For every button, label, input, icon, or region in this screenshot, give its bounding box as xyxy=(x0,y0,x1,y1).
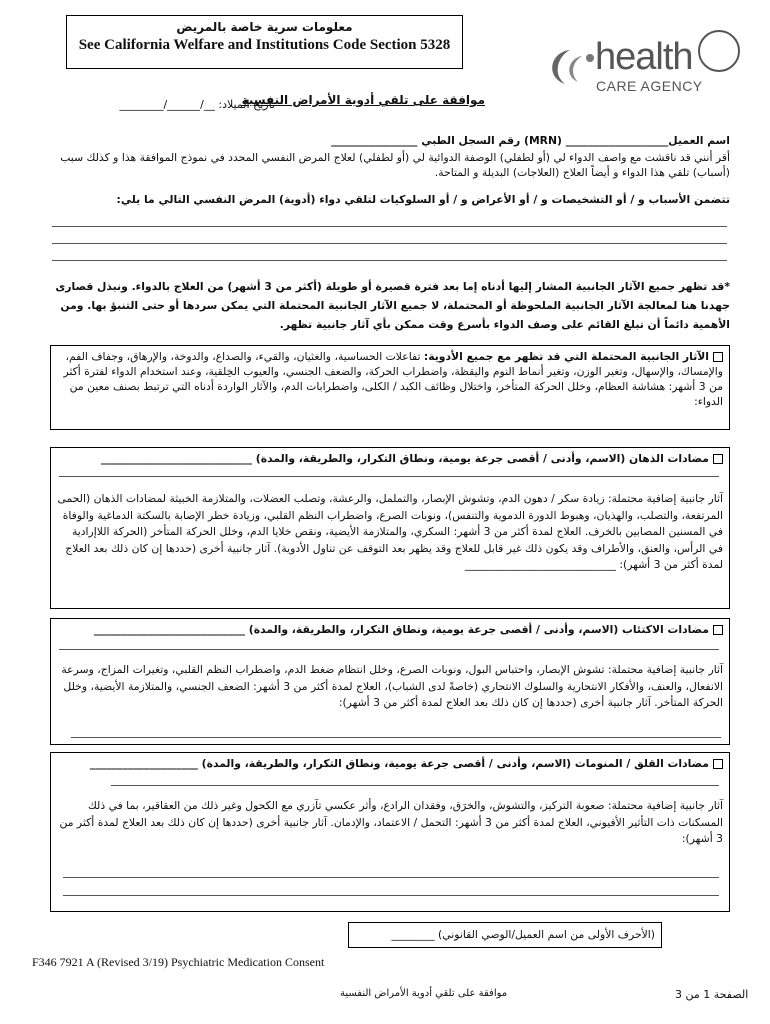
antipsychotics-text: آثار جانبية إضافية محتملة: زيادة سكر / دهون الدم، وتشوش الإبصار، والتململ، والرعشة، وتصلب العضلات، والمتلازمة الخبيثة لمضادات الذهان (الحمى المرتفعة، والتصلب، والهذيان، وهبوط الدورة الدموية والتنفس)، ونوبات الصرع، واضطراب النظم القلبي، وزيادة خطر الإصابة بالسكتة الدماغية والوفاة في المسنين المصابين بالخرف. العلاج لمدة أكثر من 3 أشهر: السكري، والمتلازمة الأيضية، ونقص خلايا الدم، وخلل الحركة المتأخر (الحركة اللاإرادية في الرأس، والعنق، والأطراف وقد يكون ذلك غير قابل للعلاج وقد يظهر بعد التوقف عن تناول الأدوية). آثار جانبية أخرى (حددها إن كان ذلك بعد العلاج لمدة أكثر من 3 أشهر): ____________________________ xyxy=(57,492,723,571)
confidentiality-box xyxy=(66,15,463,69)
health-care-agency-logo xyxy=(540,30,730,95)
client-name-mrn-field[interactable]: اسم العميل___________________ (MRN) رقم السجل الطبي ________________ xyxy=(331,134,730,147)
antidepressants-checkbox[interactable] xyxy=(713,625,723,635)
antidepressants-other-line[interactable] xyxy=(71,737,721,738)
anxiolytics-section xyxy=(50,752,730,912)
side-effects-warning: *قد تظهر جميع الآثار الجانبية المشار إليها أدناه إما بعد فترة قصيرة أو طويلة (أكثر من 3 أشهر) من العلاج بالدواء. ونبذل قصارى جهدنا هنا لمعالجة الآثار الجانبية الملحوظة أو المحتملة، لا جميع الآثار الجانبية المحتملة التي يمكن سردها أو حتى التنبؤ بها. ومن الأهمية دائماً أن تبلغ القائم على وصف الدواء بأسرع وقت ممكن بأي آثار جانبية تظهر. xyxy=(55,280,730,331)
footer-title: موافقة على تلقي أدوية الأمراض النفسية xyxy=(340,988,508,999)
reasons-label: تتضمن الأسباب و / أو التشخيصات و / أو الأعراض و / أو السلوكيات لتلقي دواء (أدوية) المرض النفسي التالي ما يلي: xyxy=(116,193,730,206)
page-number: الصفحة 1 من 3 xyxy=(675,988,749,1001)
reasons-line-3[interactable] xyxy=(52,260,727,261)
logo-word-care-agency: CARE AGENCY xyxy=(596,78,703,94)
confidential-english: See California Welfare and Institutions Code Section 5328 xyxy=(78,37,451,53)
reasons-line-1[interactable] xyxy=(52,226,727,227)
antipsychotics-line[interactable] xyxy=(59,476,719,477)
anxiolytics-heading: مضادات القلق / المنومات (الاسم، وأدنى / أقصى جرعة يومية، ونطاق التكرار، والطريقة، والمدة) ____________________ xyxy=(89,757,709,770)
reasons-line-2[interactable] xyxy=(52,243,727,244)
initials-field[interactable]: (الأحرف الأولى من اسم العميل/الوصي القانوني) ________ xyxy=(348,922,662,948)
antidepressants-section xyxy=(50,618,730,745)
antipsychotics-checkbox[interactable] xyxy=(713,454,723,464)
general-checkbox[interactable] xyxy=(713,352,723,362)
antidepressants-heading: مضادات الاكتئاب (الاسم، وأدنى / أقصى جرعة يومية، ونطاق التكرار، والطريقة، والمدة) ____________________________ xyxy=(93,623,709,636)
anxiolytics-other-line-1[interactable] xyxy=(63,877,719,878)
antipsychotics-section xyxy=(50,447,730,609)
logo-swoosh-icon xyxy=(540,42,600,92)
consent-intro-text: أقر أنني قد ناقشت مع واصف الدواء لي (أو لطفلي) الوصفة الدوائية لي (أو لطفلي) لعلاج المرض النفسي المحدد في نموذج الموافقة هذا و كذلك سبب (أسباب) تلقي هذا الدواء و أيضاً العلاج (العلاجات) البديلة و المتاحة. xyxy=(60,151,730,179)
confidential-arabic: معلومات سرية خاصة بالمريض xyxy=(176,20,353,34)
page-title: موافقة على تلقي أدوية الأمراض النفسية xyxy=(241,93,485,107)
anxiolytics-checkbox[interactable] xyxy=(713,759,723,769)
antipsychotics-heading: مضادات الذهان (الاسم، وأدنى / أقصى جرعة يومية، ونطاق التكرار، والطريقة، والمدة) ____________________________ xyxy=(100,452,709,465)
general-text: تفاعلات الحساسية، والغثيان، والقيء، والصداع، والدوخة، والإرهاق، وجفاف الفم، والإمساك، والإسهال، وتغير الوزن، وتغير أنماط النوم واليقظة، واضطراب الحركة، والضعف الجنسي، والعيوب الخِلقية، وعند استخدام الدواء لفترة أكثر من 3 أشهر: هشاشة العظام، وخلل الحركة المتأخر، واختلال وظائف الكبد / الكلى، واضطرابات الدم، والآثار الواردة أدناه التي ترتبط بصنف معين من الدواء: xyxy=(63,350,723,408)
date-of-birth-field[interactable]: تاريخ الميلاد: __/______/________ xyxy=(119,98,275,111)
general-heading: الآثار الجانبية المحتملة التي قد تظهر مع جميع الأدوية: xyxy=(423,350,709,363)
form-id: F346 7921 A (Revised 3/19) Psychiatric Medication Consent xyxy=(32,955,325,969)
anxiolytics-line[interactable] xyxy=(111,785,719,786)
anxiolytics-text: آثار جانبية إضافية محتملة: صعوبة التركيز، والتشوش، والخرَق، وفقدان الرادع، وأثر عكسي تآزري مع الكحول وغير ذلك من العقاقير، بما في ذلك المسكنات ذات التأثير الأفيوني، العلاج لمدة أكثر من 3 أشهر: التحمل / الاعتماد، والإدمان. آثار جانبية أخرى (حددها إن كان ذلك بعد العلاج لمدة أكثر من 3 أشهر): xyxy=(59,799,723,845)
county-seal-icon xyxy=(698,30,740,72)
anxiolytics-other-line-2[interactable] xyxy=(63,895,719,896)
logo-word-health: health xyxy=(595,36,693,78)
antidepressants-line[interactable] xyxy=(59,649,719,650)
antidepressants-text: آثار جانبية إضافية محتملة: تشوش الإبصار، واحتباس البول، ونوبات الصرع، وخلل انتظام ضغط الدم، واضطراب النظم القلبي، وتغيرات المزاج، وسرعة الانفعال، والعنف، والأفكار الانتحارية والسلوك الانتحاري (خاصةً لدى الشباب)، العلاج لمدة أكثر من 3 أشهر: الضعف الجنسي، والمتلازمة الأيضية، وخلل الحركة المتأخر. آثار جانبية أخرى (حددها إن كان ذلك بعد العلاج لمدة أكثر من 3 أشهر): xyxy=(61,663,723,709)
general-side-effects-section xyxy=(50,345,730,430)
